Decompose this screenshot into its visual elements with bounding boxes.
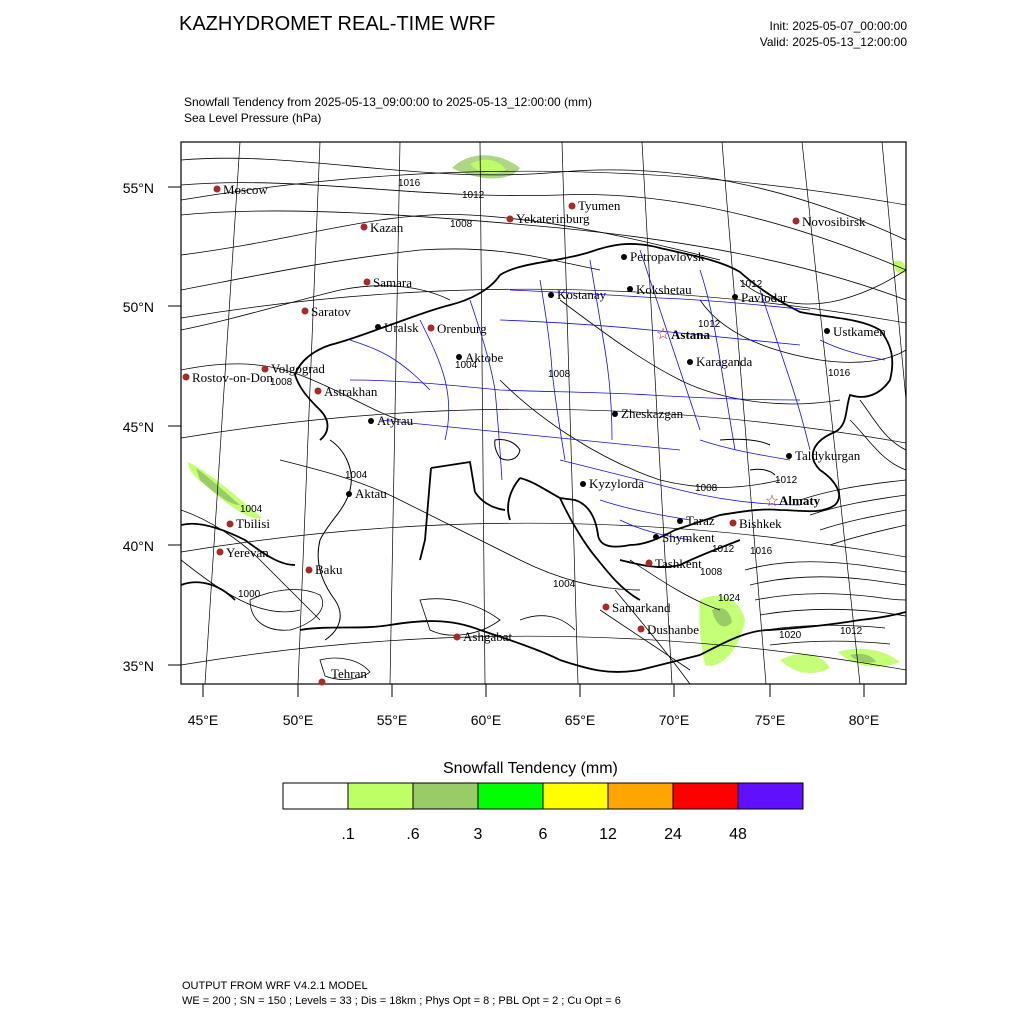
- city-label-yerevan: Yerevan: [226, 545, 269, 560]
- city-marker-uralsk: [375, 324, 381, 330]
- lon-label: 60°E: [470, 712, 502, 728]
- isobar-label: 1020: [779, 630, 802, 641]
- colorbar-label: .6: [406, 826, 420, 843]
- city-marker-tehran: [319, 679, 326, 686]
- colorbar-swatch: [738, 783, 803, 809]
- isobar-label: 1016: [398, 178, 421, 189]
- colorbar-swatch: [543, 783, 608, 809]
- valid-time: Valid: 2025-05-13_12:00:00: [759, 35, 907, 49]
- lat-label: 35°N: [122, 658, 154, 674]
- city-marker-petropavlovsk: [621, 254, 627, 260]
- isobar-label: 1012: [840, 626, 863, 637]
- latitude-labels: [123, 180, 154, 674]
- city-label-pavlodar: Pavlodar: [741, 290, 788, 305]
- isobar-label: 1024: [718, 593, 741, 604]
- subtitle-pressure: Sea Level Pressure (hPa): [184, 111, 322, 125]
- isobar-label: 1008: [695, 483, 718, 494]
- lon-label: 80°E: [848, 712, 880, 728]
- isobar-label: 1004: [553, 579, 576, 590]
- city-marker-karaganda: [687, 359, 693, 365]
- city-label-samarkand: Samarkand: [612, 600, 671, 615]
- page-title: KAZHYDROMET REAL-TIME WRF: [179, 13, 496, 35]
- city-marker-aktau: [346, 491, 352, 497]
- city-marker-novosibirsk: [793, 218, 800, 225]
- city-marker-saratov: [302, 308, 309, 315]
- city-marker-orenburg: [428, 325, 435, 332]
- city-marker-yerevan: [217, 549, 224, 556]
- city-label-atyrau: Atyrau: [377, 413, 414, 428]
- isobar-label: 1008: [270, 377, 293, 388]
- city-marker-aktobe: [456, 354, 462, 360]
- city-label-ashgabat: Ashgabat: [463, 629, 513, 644]
- city-marker-kazan: [361, 224, 368, 231]
- colorbar-swatch: [413, 783, 478, 809]
- city-marker-moscow: [214, 186, 221, 193]
- footer-config: WE = 200 ; SN = 150 ; Levels = 33 ; Dis = 18km ; Phys Opt = 8 ; PBL Opt = 2 ; Cu Opt = 6: [182, 995, 621, 1007]
- subtitle-snowfall: Snowfall Tendency from 2025-05-13_09:00:00 to 2025-05-13_12:00:00 (mm): [184, 95, 593, 109]
- city-label-tehran: Tehran: [331, 666, 367, 681]
- city-label-samara: Samara: [373, 275, 412, 290]
- lon-label: 70°E: [658, 712, 690, 728]
- lat-label: 45°N: [122, 419, 154, 435]
- city-label-yekaterinburg: Yekaterinburg: [516, 211, 590, 226]
- city-label-taraz: Taraz: [686, 513, 715, 528]
- city-label-tbilisi: Tbilisi: [236, 516, 270, 531]
- isobar-label: 1012: [740, 279, 763, 290]
- colorbar-swatch: [283, 783, 348, 809]
- isobar-label: 1004: [455, 360, 478, 371]
- lat-label: 40°N: [122, 538, 154, 554]
- isobar-label: 1012: [462, 190, 485, 201]
- city-label-ustkamen: Ustkamen: [833, 324, 886, 339]
- city-marker-ustkamen: [824, 328, 830, 334]
- city-label-kostanay: Kostanay: [557, 287, 607, 302]
- colorbar-label: 3: [473, 826, 483, 843]
- star-icon: ☆: [764, 493, 780, 510]
- longitude-labels: [188, 712, 880, 728]
- city-marker-samarkand: [603, 604, 610, 611]
- city-label-saratov: Saratov: [311, 304, 351, 319]
- colorbar-swatch: [673, 783, 738, 809]
- city-label-tyumen: Tyumen: [578, 198, 621, 213]
- city-marker-tashkent: [646, 560, 653, 567]
- city-label-karaganda: Karaganda: [696, 354, 753, 369]
- lat-ticks: [168, 187, 181, 665]
- colorbar-label: 48: [729, 826, 747, 843]
- colorbar-swatch: [348, 783, 413, 809]
- colorbar-label: .1: [341, 826, 355, 843]
- footer-model: OUTPUT FROM WRF V4.2.1 MODEL: [182, 980, 368, 992]
- city-marker-rostov: [183, 374, 190, 381]
- city-label-volgograd: Volgograd: [271, 361, 325, 376]
- lon-label: 45°E: [187, 712, 219, 728]
- city-label-astana: Astana: [671, 327, 711, 342]
- city-label-moscow: Moscow: [223, 182, 268, 197]
- colorbar-swatch: [478, 783, 543, 809]
- isobar-label: 1008: [450, 219, 473, 230]
- city-marker-tyumen: [569, 203, 576, 210]
- lon-label: 75°E: [754, 712, 786, 728]
- isobar-label: 1012: [712, 544, 735, 555]
- colorbar-label: 24: [664, 826, 682, 843]
- isobar-label: 1016: [750, 546, 773, 557]
- colorbar-label: 6: [538, 826, 548, 843]
- city-label-kokshetau: Kokshetau: [636, 282, 692, 297]
- city-marker-atyrau: [368, 418, 374, 424]
- lon-label: 50°E: [282, 712, 314, 728]
- city-label-petropavlovsk: Petropavlovsk: [630, 249, 705, 264]
- city-marker-kostanay: [548, 292, 554, 298]
- city-label-aktau: Aktau: [355, 486, 387, 501]
- city-marker-zheskazgan: [612, 411, 618, 417]
- city-label-novosibirsk: Novosibirsk: [802, 214, 866, 229]
- city-label-bishkek: Bishkek: [739, 516, 782, 531]
- city-marker-tbilisi: [227, 521, 234, 528]
- city-label-orenburg: Orenburg: [437, 321, 487, 336]
- city-label-dushanbe: Dushanbe: [647, 622, 699, 637]
- city-marker-yekaterinburg: [507, 216, 514, 223]
- city-label-baku: Baku: [315, 562, 343, 577]
- city-label-rostov: Rostov-on-Don: [192, 370, 273, 385]
- cities-foreign: [183, 182, 867, 686]
- city-label-kyzylorda: Kyzylorda: [589, 476, 644, 491]
- lat-label: 55°N: [122, 180, 154, 196]
- isobars: [181, 158, 906, 684]
- lon-label: 55°E: [376, 712, 408, 728]
- lon-label: 65°E: [564, 712, 596, 728]
- city-marker-kokshetau: [627, 286, 633, 292]
- colorbar-label: 12: [599, 826, 617, 843]
- isobar-label: 1012: [775, 475, 798, 486]
- city-label-shymkent: Shymkent: [662, 530, 715, 545]
- city-marker-astrakhan: [315, 388, 322, 395]
- isobar-label: 1008: [700, 567, 723, 578]
- lon-ticks: [203, 684, 864, 697]
- city-marker-kyzylorda: [580, 481, 586, 487]
- city-marker-taraz: [677, 518, 683, 524]
- city-label-taldykurgan: Taldykurgan: [795, 448, 861, 463]
- isobar-label: 1012: [698, 319, 721, 330]
- init-time: Init: 2025-05-07_00:00:00: [769, 19, 907, 33]
- colorbar-swatch: [608, 783, 673, 809]
- city-marker-ashgabat: [454, 634, 461, 641]
- isobar-label: 1016: [828, 368, 851, 379]
- city-label-almaty: Almaty: [779, 493, 821, 508]
- lat-label: 50°N: [122, 299, 154, 315]
- colorbar-title: Snowfall Tendency (mm): [443, 760, 618, 777]
- isobar-label: 1000: [238, 589, 261, 600]
- city-label-kazan: Kazan: [370, 220, 404, 235]
- city-marker-samara: [364, 279, 371, 286]
- city-marker-bishkek: [730, 520, 737, 527]
- city-marker-dushanbe: [638, 626, 645, 633]
- city-label-tashkent: Tashkent: [655, 556, 702, 571]
- city-marker-taldykurgan: [786, 453, 792, 459]
- city-label-astrakhan: Astrakhan: [324, 384, 378, 399]
- isobar-label: 1004: [345, 470, 368, 481]
- city-marker-pavlodar: [732, 294, 738, 300]
- city-marker-shymkent: [653, 534, 659, 540]
- isobar-label: 1008: [548, 369, 571, 380]
- colorbar: [283, 783, 803, 809]
- city-label-uralsk: Uralsk: [384, 320, 419, 335]
- city-label-aktobe: Aktobe: [465, 350, 504, 365]
- star-icon: ☆: [655, 326, 671, 343]
- isobar-label: 1004: [240, 504, 263, 515]
- city-marker-baku: [306, 567, 313, 574]
- city-label-zheskazgan: Zheskazgan: [621, 406, 684, 421]
